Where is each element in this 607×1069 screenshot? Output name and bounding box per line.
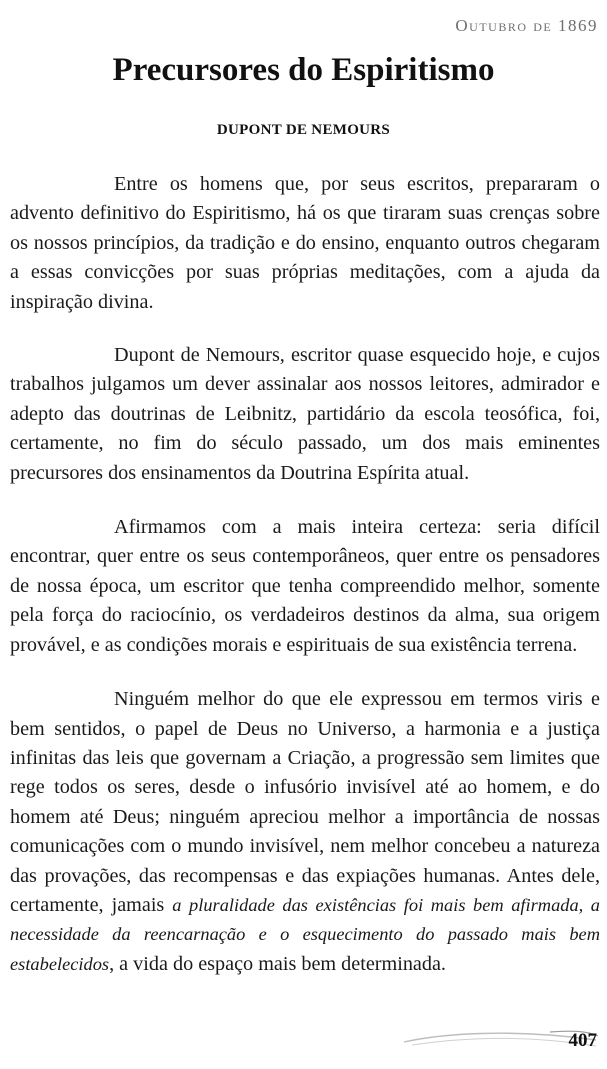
article-body xyxy=(10,170,600,1003)
page-footer xyxy=(400,1022,600,1062)
section-subtitle: DUPONT DE NEMOURS xyxy=(216,122,391,138)
paragraph-4 xyxy=(10,685,600,979)
paragraph-1: Entre os homens que, por seus escritos, prepararam o advento definitivo do Espiritismo, há os que tiraram suas crenças sobre os nossos princípios, da tradição e do ensino, enquanto outros chegaram a essas convicções por suas próprias meditações, com a ajuda da inspiração divina. xyxy=(10,173,600,313)
page-number: 407 xyxy=(568,1030,597,1051)
paragraph-2: Dupont de Nemours, escritor quase esquecido hoje, e cujos trabalhos julgamos um dever assinalar aos nossos leitores, admirador e adepto das doutrinas de Leibnitz, partidário da escola teosófica, foi, certamente, no fim do século passado, um dos mais eminentes precursores dos ensinamentos da Doutrina Espírita atual. xyxy=(10,344,600,484)
running-header: Outubro de 1869 xyxy=(455,16,598,35)
paragraph-4-end: , a vida do espaço mais bem determinada. xyxy=(109,952,446,975)
paragraph-4-italic: a pluralidade das existências foi mais bem afirmada, a necessidade da reencarnação e o esquecimento do passado mais bem estabelecidos xyxy=(10,894,601,974)
paragraph-3: Afirmamos com a mais inteira certeza: seria difícil encontrar, quer entre os seus contemporâneos, quer entre os pensadores de nossa época, um escritor que tenha compreendido melhor, somente pela força do raciocínio, os verdadeiros destinos da alma, sua origem provável, e as condições morais e espirituais de sua existência terrena. xyxy=(10,516,600,656)
page-title: Precursores do Espiritismo xyxy=(112,52,495,88)
paragraph-4-start: Ninguém melhor do que ele expressou em termos viris e bem sentidos, o papel de Deus no Universo, a harmonia e a justiça infinitas das leis que governam a Criação, a progressão sem limites que rege todos os seres, desde o infusório invisível até ao homem, e do homem até Deus; ninguém apreciou melhor a importância de nossas comunicações com o mundo invisível, nem melhor concebeu a natureza das provações, das recompensas e das expiações humanas. Antes dele, certamente, jamais xyxy=(10,688,600,916)
